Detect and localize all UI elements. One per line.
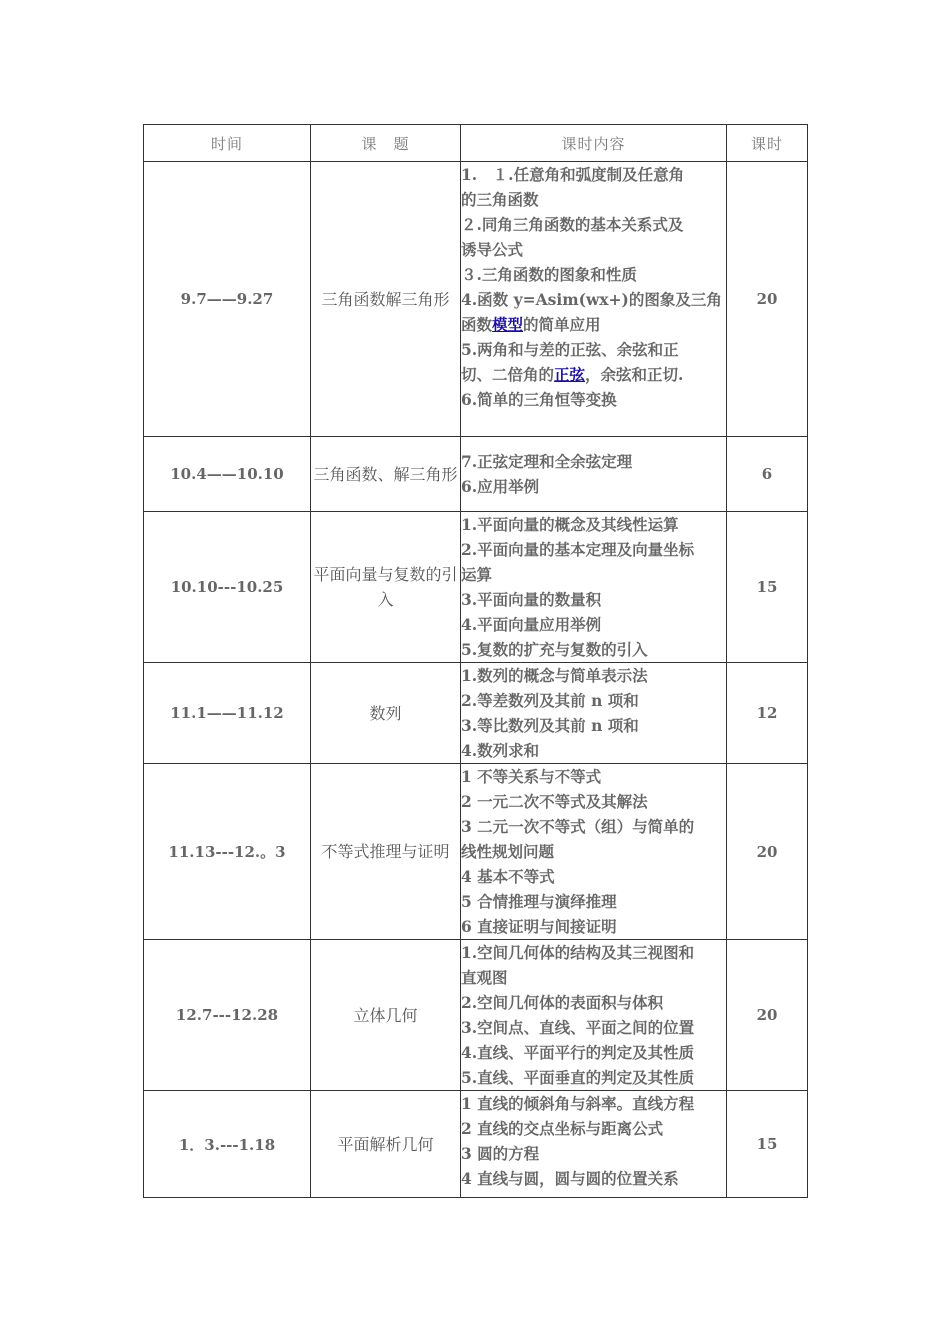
- content-line: [461, 312, 726, 337]
- row-content: [461, 663, 727, 764]
- table-body: [144, 162, 808, 1198]
- content-line: 3 圆的方程: [461, 1144, 540, 1163]
- content-line: 3 二元一次不等式（组）与简单的: [461, 817, 695, 836]
- row-hours: 20: [727, 764, 808, 940]
- content-text: ，余弦和正切.: [585, 365, 684, 384]
- content-line: 2.平面向量的基本定理及向量坐标: [461, 540, 695, 559]
- row-hours: 20: [727, 940, 808, 1091]
- content-line: 3.平面向量的数量积: [461, 590, 602, 609]
- table-row: [144, 162, 808, 437]
- row-topic: 三角函数、解三角形: [311, 437, 461, 512]
- row-content: [461, 162, 727, 437]
- row-hours: 12: [727, 663, 808, 764]
- content-line: 5.复数的扩充与复数的引入: [461, 640, 648, 659]
- content-text: 4.函数 y=Asim(wx+)的图象及三角: [461, 290, 722, 309]
- content-text: 切、二倍角的: [461, 365, 555, 384]
- content-line: 诱导公式: [461, 240, 524, 259]
- content-line: 5.直线、平面垂直的判定及其性质: [461, 1068, 695, 1087]
- table-row: [144, 512, 808, 663]
- row-time: 9.7——9.27: [144, 162, 311, 437]
- table-row: [144, 940, 808, 1091]
- content-line: 7.正弦定理和全余弦定理: [461, 452, 633, 471]
- header-content: 课时内容: [461, 125, 727, 162]
- table-row: [144, 764, 808, 940]
- table-row: [144, 1091, 808, 1198]
- content-line: 2.等差数列及其前 n 项和: [461, 691, 639, 710]
- content-line: 6.应用举例: [461, 477, 540, 496]
- row-topic: 平面向量与复数的引入: [311, 512, 461, 663]
- row-content: [461, 764, 727, 940]
- content-line: 直观图: [461, 968, 508, 987]
- content-line: 4 直线与圆，圆与圆的位置关系: [461, 1169, 679, 1188]
- content-line: 运算: [461, 565, 493, 584]
- row-hours: 15: [727, 512, 808, 663]
- row-content: [461, 512, 727, 663]
- row-topic: 立体几何: [311, 940, 461, 1091]
- header-hours: 课时: [727, 125, 808, 162]
- content-line: 2 直线的交点坐标与距离公式: [461, 1119, 664, 1138]
- header-topic: 课 题: [311, 125, 461, 162]
- content-line: 4.直线、平面平行的判定及其性质: [461, 1043, 695, 1062]
- row-topic: 平面解析几何: [311, 1091, 461, 1198]
- content-line: [461, 362, 726, 387]
- row-content: [461, 1091, 727, 1198]
- content-line: 1.空间几何体的结构及其三视图和: [461, 943, 695, 962]
- row-content: [461, 940, 727, 1091]
- table-row: [144, 437, 808, 512]
- content-line: 1.平面向量的概念及其线性运算: [461, 515, 679, 534]
- row-topic: 三角函数解三角形: [311, 162, 461, 437]
- content-line: 6 直接证明与间接证明: [461, 917, 617, 936]
- row-time: 10.10---10.25: [144, 512, 311, 663]
- term-link[interactable]: 正弦: [554, 365, 586, 384]
- content-line: ３.三角函数的图象和性质: [461, 265, 637, 284]
- row-time: 11.1——11.12: [144, 663, 311, 764]
- content-line: 4.数列求和: [461, 741, 540, 760]
- content-line: 1 不等关系与不等式: [461, 767, 602, 786]
- row-content: [461, 437, 727, 512]
- row-hours: 20: [727, 162, 808, 437]
- content-line: [461, 287, 726, 312]
- content-line: 4.平面向量应用举例: [461, 615, 602, 634]
- row-time: 1．3.---1.18: [144, 1091, 311, 1198]
- header-row: [144, 125, 808, 162]
- content-line: 5.两角和与差的正弦、余弦和正: [461, 340, 679, 359]
- row-topic: 不等式推理与证明: [311, 764, 461, 940]
- content-line: 2 一元二次不等式及其解法: [461, 792, 648, 811]
- content-line: 3.等比数列及其前 n 项和: [461, 716, 639, 735]
- content-line: 1 直线的倾斜角与斜率。直线方程: [461, 1094, 695, 1113]
- term-link[interactable]: 模型: [492, 315, 524, 334]
- content-line: 2.空间几何体的表面积与体积: [461, 993, 664, 1012]
- table-row: [144, 663, 808, 764]
- content-line: 6.简单的三角恒等变换: [461, 390, 617, 409]
- row-hours: 6: [727, 437, 808, 512]
- content-line: 的三角函数: [461, 190, 539, 209]
- content-line: 1.数列的概念与简单表示法: [461, 666, 648, 685]
- row-hours: 15: [727, 1091, 808, 1198]
- content-line: 线性规划问题: [461, 842, 555, 861]
- header-time: 时间: [144, 125, 311, 162]
- row-time: 10.4——10.10: [144, 437, 311, 512]
- schedule-table: [143, 124, 808, 1198]
- content-line: 4 基本不等式: [461, 867, 555, 886]
- row-time: 11.13---12.。3: [144, 764, 311, 940]
- content-line: 5 合情推理与演绎推理: [461, 892, 617, 911]
- row-topic: 数列: [311, 663, 461, 764]
- content-text: 的简单应用: [523, 315, 601, 334]
- content-line: 3.空间点、直线、平面之间的位置: [461, 1018, 695, 1037]
- row-time: 12.7---12.28: [144, 940, 311, 1091]
- content-line: ２.同角三角函数的基本关系式及: [461, 215, 684, 234]
- content-text: 函数: [461, 315, 493, 334]
- content-line: 1. １.任意角和弧度制及任意角: [461, 165, 685, 184]
